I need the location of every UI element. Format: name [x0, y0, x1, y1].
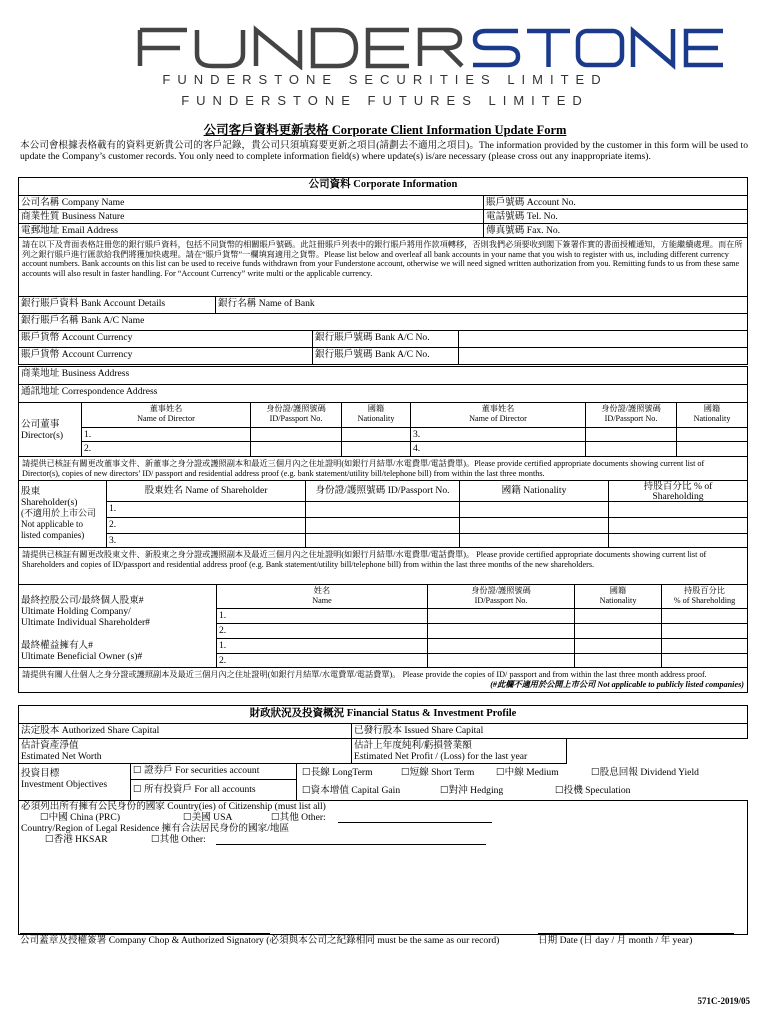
opt-short-term-checkbox[interactable]: ☐短線 Short Term — [401, 767, 475, 778]
objective-securities-checkbox[interactable]: ☐ 證券戶 For securities account — [130, 763, 297, 780]
director-id-2[interactable] — [250, 441, 342, 457]
res-other-line[interactable] — [216, 844, 486, 845]
director-nat-3[interactable] — [676, 427, 748, 442]
shareholder-nat-2[interactable] — [459, 517, 609, 534]
ubo-owner-row-2[interactable]: 2. — [216, 653, 428, 668]
shareholder-nat-1[interactable] — [459, 501, 609, 518]
signature-label: 公司蓋章及授權簽署 Company Chop & Authorized Signatory (必須與本公司之紀錄相同 must be the same as our record) — [20, 935, 500, 946]
director-row-3[interactable]: 3. — [410, 427, 586, 442]
director-nat-header-2: 國籍 Nationality — [676, 402, 748, 428]
citizenship-box — [18, 800, 748, 935]
ubo-id-header: 身份證/護照號碼 ID/Passport No. — [427, 584, 575, 609]
ubo-holding-row-2[interactable]: 2. — [216, 623, 428, 639]
director-nat-header: 國籍 Nationality — [341, 402, 411, 428]
shareholder-id-header: 身份證/護照號碼 ID/Passport No. — [305, 480, 460, 502]
director-id-header: 身份證/護照號碼 ID/Passport No. — [250, 402, 342, 428]
email-field[interactable]: 電郵地址 Email Address — [18, 223, 484, 238]
ubo-owner-nat-2[interactable] — [574, 653, 662, 668]
ubo-name-header: 姓名 Name — [216, 584, 428, 609]
form-intro: 本公司會根據表格載有的資料更新貴公司的客戶記錄，貴公司只須填寫要更新之項目(請劃去不適用之項目)。The information provided by the customer in this form will be used to update the Company’s customer records. You only need to complete information field(s) where update(s) is/are necessary (please cross out any inappropriate items). — [20, 140, 748, 162]
objective-all-checkbox[interactable]: ☐ 所有投資戶 For all accounts — [130, 779, 297, 801]
authorized-capital-field[interactable]: 法定股本 Authorized Share Capital — [18, 723, 352, 739]
ubo-holding-pct-1[interactable] — [661, 608, 748, 624]
business-nature-field[interactable]: 商業性質 Business Nature — [18, 209, 484, 224]
ubo-owner-nat-1[interactable] — [574, 638, 662, 654]
director-row-2[interactable]: 2. — [81, 441, 251, 457]
account-no-field[interactable]: 賬戶號碼 Account No. — [483, 195, 748, 210]
director-nat-1[interactable] — [341, 427, 411, 442]
shareholder-id-1[interactable] — [305, 501, 460, 518]
shareholder-nat-3[interactable] — [459, 533, 609, 548]
citizenship-label: 必須列出所有擁有公民身份的國家 Country(ies) of Citizenship (must list all) — [21, 801, 326, 812]
company-subtitle-securities: FUNDERSTONE SECURITIES LIMITED — [162, 72, 608, 87]
director-nat-2[interactable] — [341, 441, 411, 457]
director-id-4[interactable] — [585, 441, 677, 457]
res-hk-checkbox[interactable]: ☐香港 HKSAR — [45, 834, 108, 845]
shareholders-label-note: (不適用於上市公司 Not applicable to listed companies) — [21, 508, 96, 540]
ubo-note-exception: (#此欄不適用於公開上市公司 Not applicable to publicly listed companies) — [490, 679, 744, 689]
ubo-pct-header: 持股百分比 % of Shareholding — [661, 584, 748, 609]
ubo-holding-nat-2[interactable] — [574, 623, 662, 639]
net-profit-field[interactable]: 估計上年度純利/虧損營業額 Estimated Net Profit / (Loss) for the last year — [351, 738, 567, 764]
cit-other-line[interactable] — [338, 822, 492, 823]
bank-account-note: 請在以下及背面表格註冊您的銀行賬戶資料，包括不同貨幣的相關賬戶號碼。此註冊賬戶列表中的銀行賬戶將用作款項轉移，否則我們必須要收到閣下簽署作實的書面授權通知，方能繼續處理。而在所列之銀行賬戶進行匯款給我們將獲加快處理。請在“賬戶貨幣”一欄填寫適用之貨幣。Please list below and overleaf all bank accounts in your name that you wish to register with us, including different currency account numbers. Bank accounts on this list can be used to receive funds withdrawn from your Funderstone account, otherwise we will need signed written authorization from you. Remitting funds to us from these same accounts will also result in faster handling. For “Account Currency” write multi or the applicable currency. — [18, 237, 748, 297]
date-label: 日期 Date (日 day / 月 month / 年 year) — [538, 935, 693, 946]
opt-dividend-checkbox[interactable]: ☐股息回報 Dividend Yield — [591, 767, 699, 778]
shareholder-row-3[interactable]: 3. — [106, 533, 306, 548]
bank-ac-name-field[interactable]: 銀行賬戶名稱 Bank A/C Name — [18, 313, 748, 331]
cit-usa-checkbox[interactable]: ☐美國 USA — [183, 812, 233, 823]
shareholders-label-cn: 股東 — [21, 486, 41, 497]
company-subtitle-futures: FUNDERSTONE FUTURES LIMITED — [181, 93, 589, 108]
ubo-owner-pct-2[interactable] — [661, 653, 748, 668]
account-currency-field-2[interactable]: 賬戶貨幣 Account Currency — [18, 347, 313, 365]
account-currency-field-1[interactable]: 賬戶貨幣 Account Currency — [18, 330, 313, 348]
directors-label — [18, 402, 82, 457]
ubo-nat-header: 國籍 Nationality — [574, 584, 662, 609]
bank-ac-no-field-2[interactable]: 銀行賬戶號碼 Bank A/C No. — [312, 347, 459, 365]
director-id-header-2: 身份證/護照號碼 ID/Passport No. — [585, 402, 677, 428]
ubo-owner-id-1[interactable] — [427, 638, 575, 654]
ubo-owner-pct-1[interactable] — [661, 638, 748, 654]
bank-ac-no-field-1[interactable]: 銀行賬戶號碼 Bank A/C No. — [312, 330, 459, 348]
correspondence-address-field[interactable]: 通訊地址 Correspondence Address — [18, 384, 748, 403]
director-nat-4[interactable] — [676, 441, 748, 457]
shareholders-label-en: Shareholder(s) — [21, 497, 78, 508]
business-address-field[interactable]: 商業地址 Business Address — [18, 366, 748, 385]
shareholder-pct-header: 持股百分比 % of Shareholding — [608, 480, 748, 502]
ubo-holding-id-1[interactable] — [427, 608, 575, 624]
opt-capital-gain-checkbox[interactable]: ☐資本增值 Capital Gain — [302, 785, 401, 796]
opt-hedging-checkbox[interactable]: ☐對沖 Hedging — [440, 785, 504, 796]
residence-label: Country/Region of Legal Residence 擁有合法居民身份的國家/地區 — [21, 823, 290, 834]
director-id-1[interactable] — [250, 427, 342, 442]
director-name-header: 董事姓名 Name of Director — [81, 402, 251, 428]
ubo-labels — [18, 584, 217, 668]
issued-capital-field[interactable]: 已發行股本 Issued Share Capital — [351, 723, 748, 739]
opt-speculation-checkbox[interactable]: ☐投機 Speculation — [555, 785, 631, 796]
director-row-1[interactable]: 1. — [81, 427, 251, 442]
date-line[interactable] — [538, 933, 734, 934]
directors-note: 請提供已核証有關更改董事文件、新董事之身分證或護照副本和最近三個月內之住址證明(如銀行月結單/水電費單/電話費單)。Please provide certified appropriate documents showing current list of Director(s), copies of new directors’ ID/ passport and residential address proof (e.g. bank statement/utility bill/telephone bill) from within the last three months. — [18, 456, 748, 481]
financial-header: 財政狀況及投資概況 Financial Status & Investment Profile — [18, 705, 748, 724]
ubo-holding-label-cn: 最終控股公司/最終個人股東# — [21, 595, 144, 606]
res-other-checkbox[interactable]: ☐其他 Other: — [151, 834, 206, 845]
bank-ac-no-input-1[interactable] — [458, 330, 748, 348]
ubo-note — [18, 667, 748, 693]
corporate-info-header: 公司資料 Corporate Information — [18, 177, 748, 196]
company-name-field[interactable]: 公司名稱 Company Name — [18, 195, 484, 210]
ubo-holding-label-en2: Ultimate Individual Shareholder# — [21, 617, 150, 628]
shareholders-label — [18, 480, 107, 548]
shareholders-note: 請提供已核証有關更改股東文件、新股東之身分證或護照副本及最近三個月內之住址證明(如銀行月結單/水電費單/電話費單)。 Please provide certified appropriate documents showing current list of Shareholders and copies of ID/passport and residential address proof (e.g. Bank statement/utility bill/telephone bill) from within the last three months of the new shareholders. — [18, 547, 748, 585]
ubo-holding-pct-2[interactable] — [661, 623, 748, 639]
bank-ac-no-input-2[interactable] — [458, 347, 748, 365]
shareholder-name-header: 股東姓名 Name of Shareholder — [106, 480, 306, 502]
cit-other-checkbox[interactable]: ☐其他 Other: — [271, 812, 326, 823]
opt-medium-checkbox[interactable]: ☐中線 Medium — [496, 767, 559, 778]
ubo-holding-row-1[interactable]: 1. — [216, 608, 428, 624]
fax-no-field[interactable]: 傳真號碼 Fax. No. — [483, 223, 748, 238]
shareholder-id-2[interactable] — [305, 517, 460, 534]
form-code: 571C-2019/05 — [697, 996, 750, 1006]
shareholder-row-1[interactable]: 1. — [106, 501, 306, 518]
ubo-owner-row-1[interactable]: 1. — [216, 638, 428, 654]
investment-objectives-label: 投資目標 Investment Objectives — [18, 763, 131, 801]
funderstone-logo-icon — [0, 10, 770, 70]
directors-label-en: Director(s) — [21, 430, 64, 441]
signature-line[interactable] — [20, 933, 270, 934]
shareholder-nat-header: 國籍 Nationality — [459, 480, 609, 502]
ubo-owner-label-en: Ultimate Beneficial Owner (s)# — [21, 651, 143, 662]
ubo-holding-nat-1[interactable] — [574, 608, 662, 624]
bank-name-field[interactable]: 銀行名稱 Name of Bank — [215, 296, 748, 314]
shareholder-id-3[interactable] — [305, 533, 460, 548]
director-row-4[interactable]: 4. — [410, 441, 586, 457]
ubo-owner-id-2[interactable] — [427, 653, 575, 668]
tel-no-field[interactable]: 電話號碼 Tel. No. — [483, 209, 748, 224]
shareholder-pct-3[interactable] — [608, 533, 748, 548]
opt-long-term-checkbox[interactable]: ☐長線 LongTerm — [302, 767, 373, 778]
bank-account-details-label: 銀行賬戶資料 Bank Account Details — [18, 296, 216, 314]
director-name-header-2: 董事姓名 Name of Director — [410, 402, 586, 428]
ubo-note-text: 請提供有關人仕個人之身分證或護照副本及最近三個月內之住址證明(如銀行月結單/水電費單/電話費單)。 Please provide the copies of ID/ passport and from within the last three month address proof. — [22, 670, 707, 679]
director-id-3[interactable] — [585, 427, 677, 442]
form-title: 公司客戶資料更新表格 Corporate Client Information Update Form — [203, 123, 567, 137]
shareholder-row-2[interactable]: 2. — [106, 517, 306, 534]
shareholder-pct-1[interactable] — [608, 501, 748, 518]
shareholder-pct-2[interactable] — [608, 517, 748, 534]
cit-prc-checkbox[interactable]: ☐中國 China (PRC) — [40, 812, 121, 823]
directors-label-cn: 公司董事 — [21, 419, 60, 430]
ubo-holding-label-en1: Ultimate Holding Company/ — [21, 606, 131, 617]
ubo-holding-id-2[interactable] — [427, 623, 575, 639]
net-worth-field[interactable]: 估計資產淨值 Estimated Net Worth — [18, 738, 352, 764]
ubo-owner-label-cn: 最終權益擁有人# — [21, 640, 93, 651]
